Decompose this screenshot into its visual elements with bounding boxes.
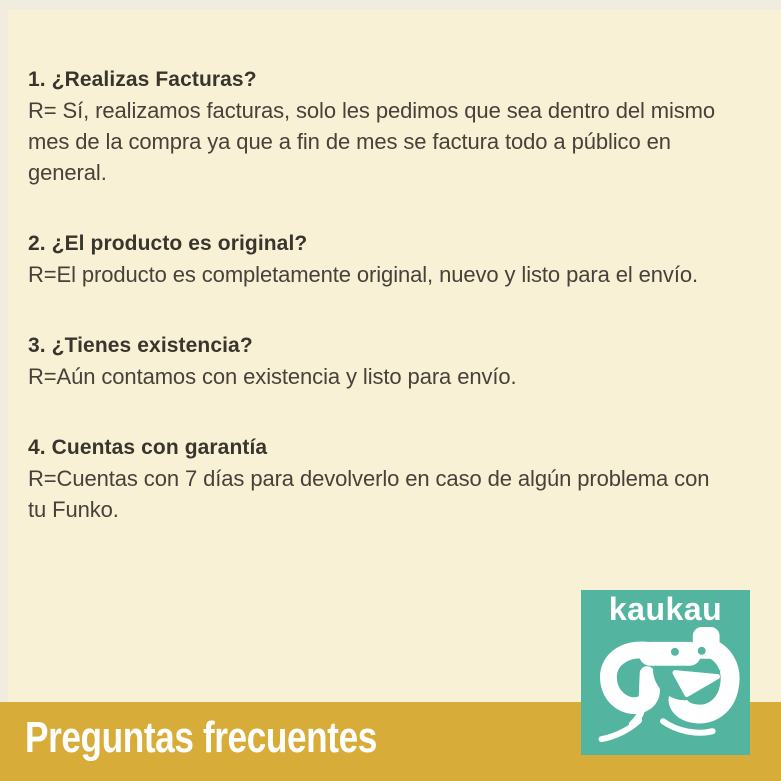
- footer-title: Preguntas frecuentes: [25, 712, 377, 762]
- faq-answer: R= Sí, realizamos facturas, solo les pedimos que sea dentro del mismo mes de la compra ya que a fin de mes se factura todo a público en general.: [28, 98, 716, 185]
- faq-answer: R=Cuentas con 7 días para devolverlo en caso de algún problema con tu Funko.: [28, 466, 710, 522]
- faq-item: [28, 330, 733, 392]
- faq-answer: R=Aún contamos con existencia y listo para envío.: [28, 364, 517, 389]
- monkey-mascot-icon: [581, 626, 750, 755]
- top-edge-highlight: [0, 0, 781, 10]
- faq-item: [28, 228, 733, 290]
- faq-answer: R=El producto es completamente original, nuevo y listo para el envío.: [28, 262, 698, 287]
- faq-question: 3. ¿Tienes existencia?: [28, 334, 253, 357]
- faq-item: [28, 432, 733, 525]
- faq-list: [28, 64, 733, 565]
- kaukau-logo: [581, 590, 750, 755]
- faq-question: 2. ¿El producto es original?: [28, 232, 308, 255]
- faq-question: 4. Cuentas con garantía: [28, 436, 268, 459]
- left-edge-highlight: [0, 0, 8, 702]
- faq-item: [28, 64, 733, 188]
- faq-question: 1. ¿Realizas Facturas?: [28, 68, 257, 91]
- logo-wordmark: kaukau: [608, 591, 723, 627]
